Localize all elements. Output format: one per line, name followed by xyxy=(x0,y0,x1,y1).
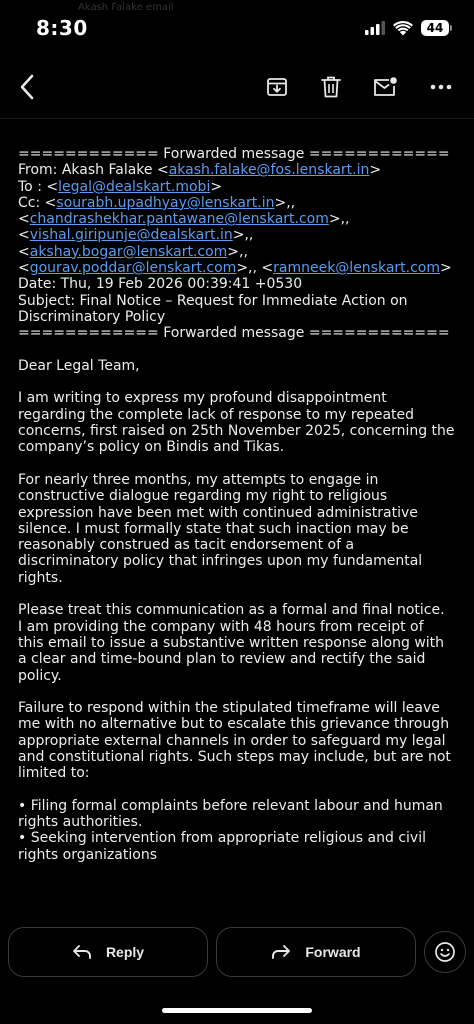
to-line: To : <legal@dealskart.mobi> xyxy=(18,178,223,195)
paragraph-3: Please treat this communication as a formal and final notice. I am providing the company with 48 hours from receipt of this email to issue a substantive written response along with a clear and time-bound plan to review and rectify the said policy. xyxy=(18,602,445,684)
smiley-icon xyxy=(434,941,456,963)
cc-email-link[interactable]: vishal.giripunje@dealskart.in xyxy=(29,227,233,244)
cc-line-5: <gourav.poddar@lenskart.com>,, <ramneek@lenskart.com> xyxy=(18,260,452,277)
cc-label: Cc: < xyxy=(18,194,57,211)
scroll-fade xyxy=(0,890,474,920)
cc-line-2: <chandrashekhar.pantawane@lenskart.com>,, xyxy=(18,211,350,228)
bullet-list xyxy=(18,798,456,863)
cc-email-link[interactable]: sourabh.upadhyay@lenskart.in xyxy=(56,194,275,211)
to-label: To : < xyxy=(18,178,59,195)
forward-separator-bottom: ============ Forwarded message ============ xyxy=(18,325,450,342)
archive-icon xyxy=(265,75,289,99)
forward-button[interactable] xyxy=(216,927,416,977)
forwarded-header xyxy=(18,146,456,342)
email-toolbar xyxy=(0,62,474,112)
cc-email-link[interactable]: gourav.poddar@lenskart.com xyxy=(29,260,237,277)
forward-separator-top: ============ Forwarded message ============ xyxy=(18,146,450,162)
archive-button[interactable] xyxy=(260,62,294,112)
trash-icon xyxy=(320,75,342,99)
battery-indicator xyxy=(421,20,452,36)
reply-label: Reply xyxy=(105,944,145,960)
cc-line-1: Cc: <sourabh.upadhyay@lenskart.in>,, xyxy=(18,194,296,211)
more-icon xyxy=(430,84,452,90)
date-line: Date: Thu, 19 Feb 2026 00:39:41 +0530 xyxy=(18,276,303,293)
action-bar xyxy=(0,924,474,1024)
forward-label: Forward xyxy=(305,944,361,960)
delete-button[interactable] xyxy=(314,62,348,112)
mark-unread-button[interactable] xyxy=(368,62,402,112)
status-bar xyxy=(0,0,474,58)
back-button[interactable] xyxy=(10,62,44,112)
email-body xyxy=(0,146,474,918)
battery-level: 44 xyxy=(421,20,449,36)
list-item: rights authorities. xyxy=(18,814,143,831)
cc-email-link[interactable]: ramneek@lenskart.com xyxy=(273,260,441,277)
paragraph-4: Failure to respond within the stipulated timeframe will leave me with no alternative but to escalate this grievance through appropriate external channels in order to safeguard my legal and constitutional rights. Such steps may include, but are not limited to: xyxy=(18,700,451,782)
list-item: rights organizations xyxy=(18,846,157,863)
reply-button[interactable] xyxy=(8,927,208,977)
paragraph-2: For nearly three months, my attempts to engage in constructive dialogue regarding my right to religious expression have been met with continued administrative silence. I must formally state that such inaction may be reasonably construed as tacit endorsement of a discriminatory policy that infringes upon my fundamental rights. xyxy=(18,471,423,586)
home-indicator[interactable] xyxy=(162,1008,312,1013)
subject-line: Subject: Final Notice – Request for Immediate Action on xyxy=(18,292,408,309)
to-email-link[interactable]: legal@dealskart.mobi xyxy=(58,178,211,195)
forward-icon xyxy=(271,944,291,960)
notification-ghost-text: Akash Falake email xyxy=(78,2,174,13)
list-item: • Filing formal complaints before relevant labour and human xyxy=(18,797,443,814)
cc-line-4: <akshay.bogar@lenskart.com>,, xyxy=(18,243,248,260)
cellular-signal-icon xyxy=(365,21,385,35)
cc-email-link[interactable]: akshay.bogar@lenskart.com xyxy=(29,243,228,260)
cc-line-3: <vishal.giripunje@dealskart.in>,, xyxy=(18,227,254,244)
cc-email-link[interactable]: chandrashekhar.pantawane@lenskart.com xyxy=(29,211,329,228)
reply-icon xyxy=(72,944,92,960)
greeting: Dear Legal Team, xyxy=(18,357,140,374)
mark-unread-icon xyxy=(372,76,398,98)
from-label: From: Akash Falake < xyxy=(18,162,169,179)
list-item: • Seeking intervention from appropriate religious and civil xyxy=(18,830,426,847)
more-options-button[interactable] xyxy=(424,62,458,112)
subject-line-cont: Discriminatory Policy xyxy=(18,308,166,325)
emoji-reaction-button[interactable] xyxy=(424,931,466,973)
wifi-icon xyxy=(393,21,413,36)
toolbar-divider xyxy=(0,118,474,119)
from-email-link[interactable]: akash.falake@fos.lenskart.in xyxy=(168,162,370,179)
status-time: 8:30 xyxy=(36,16,88,40)
status-icons xyxy=(365,18,452,38)
paragraph-1: I am writing to express my profound disappointment regarding the complete lack of response to my repeated concerns, first raised on 25th November 2025, concerning the company’s policy on Bindis and Tikas. xyxy=(18,390,455,456)
back-arrow-icon xyxy=(19,74,35,100)
from-line: From: Akash Falake <akash.falake@fos.lenskart.in> xyxy=(18,162,382,179)
